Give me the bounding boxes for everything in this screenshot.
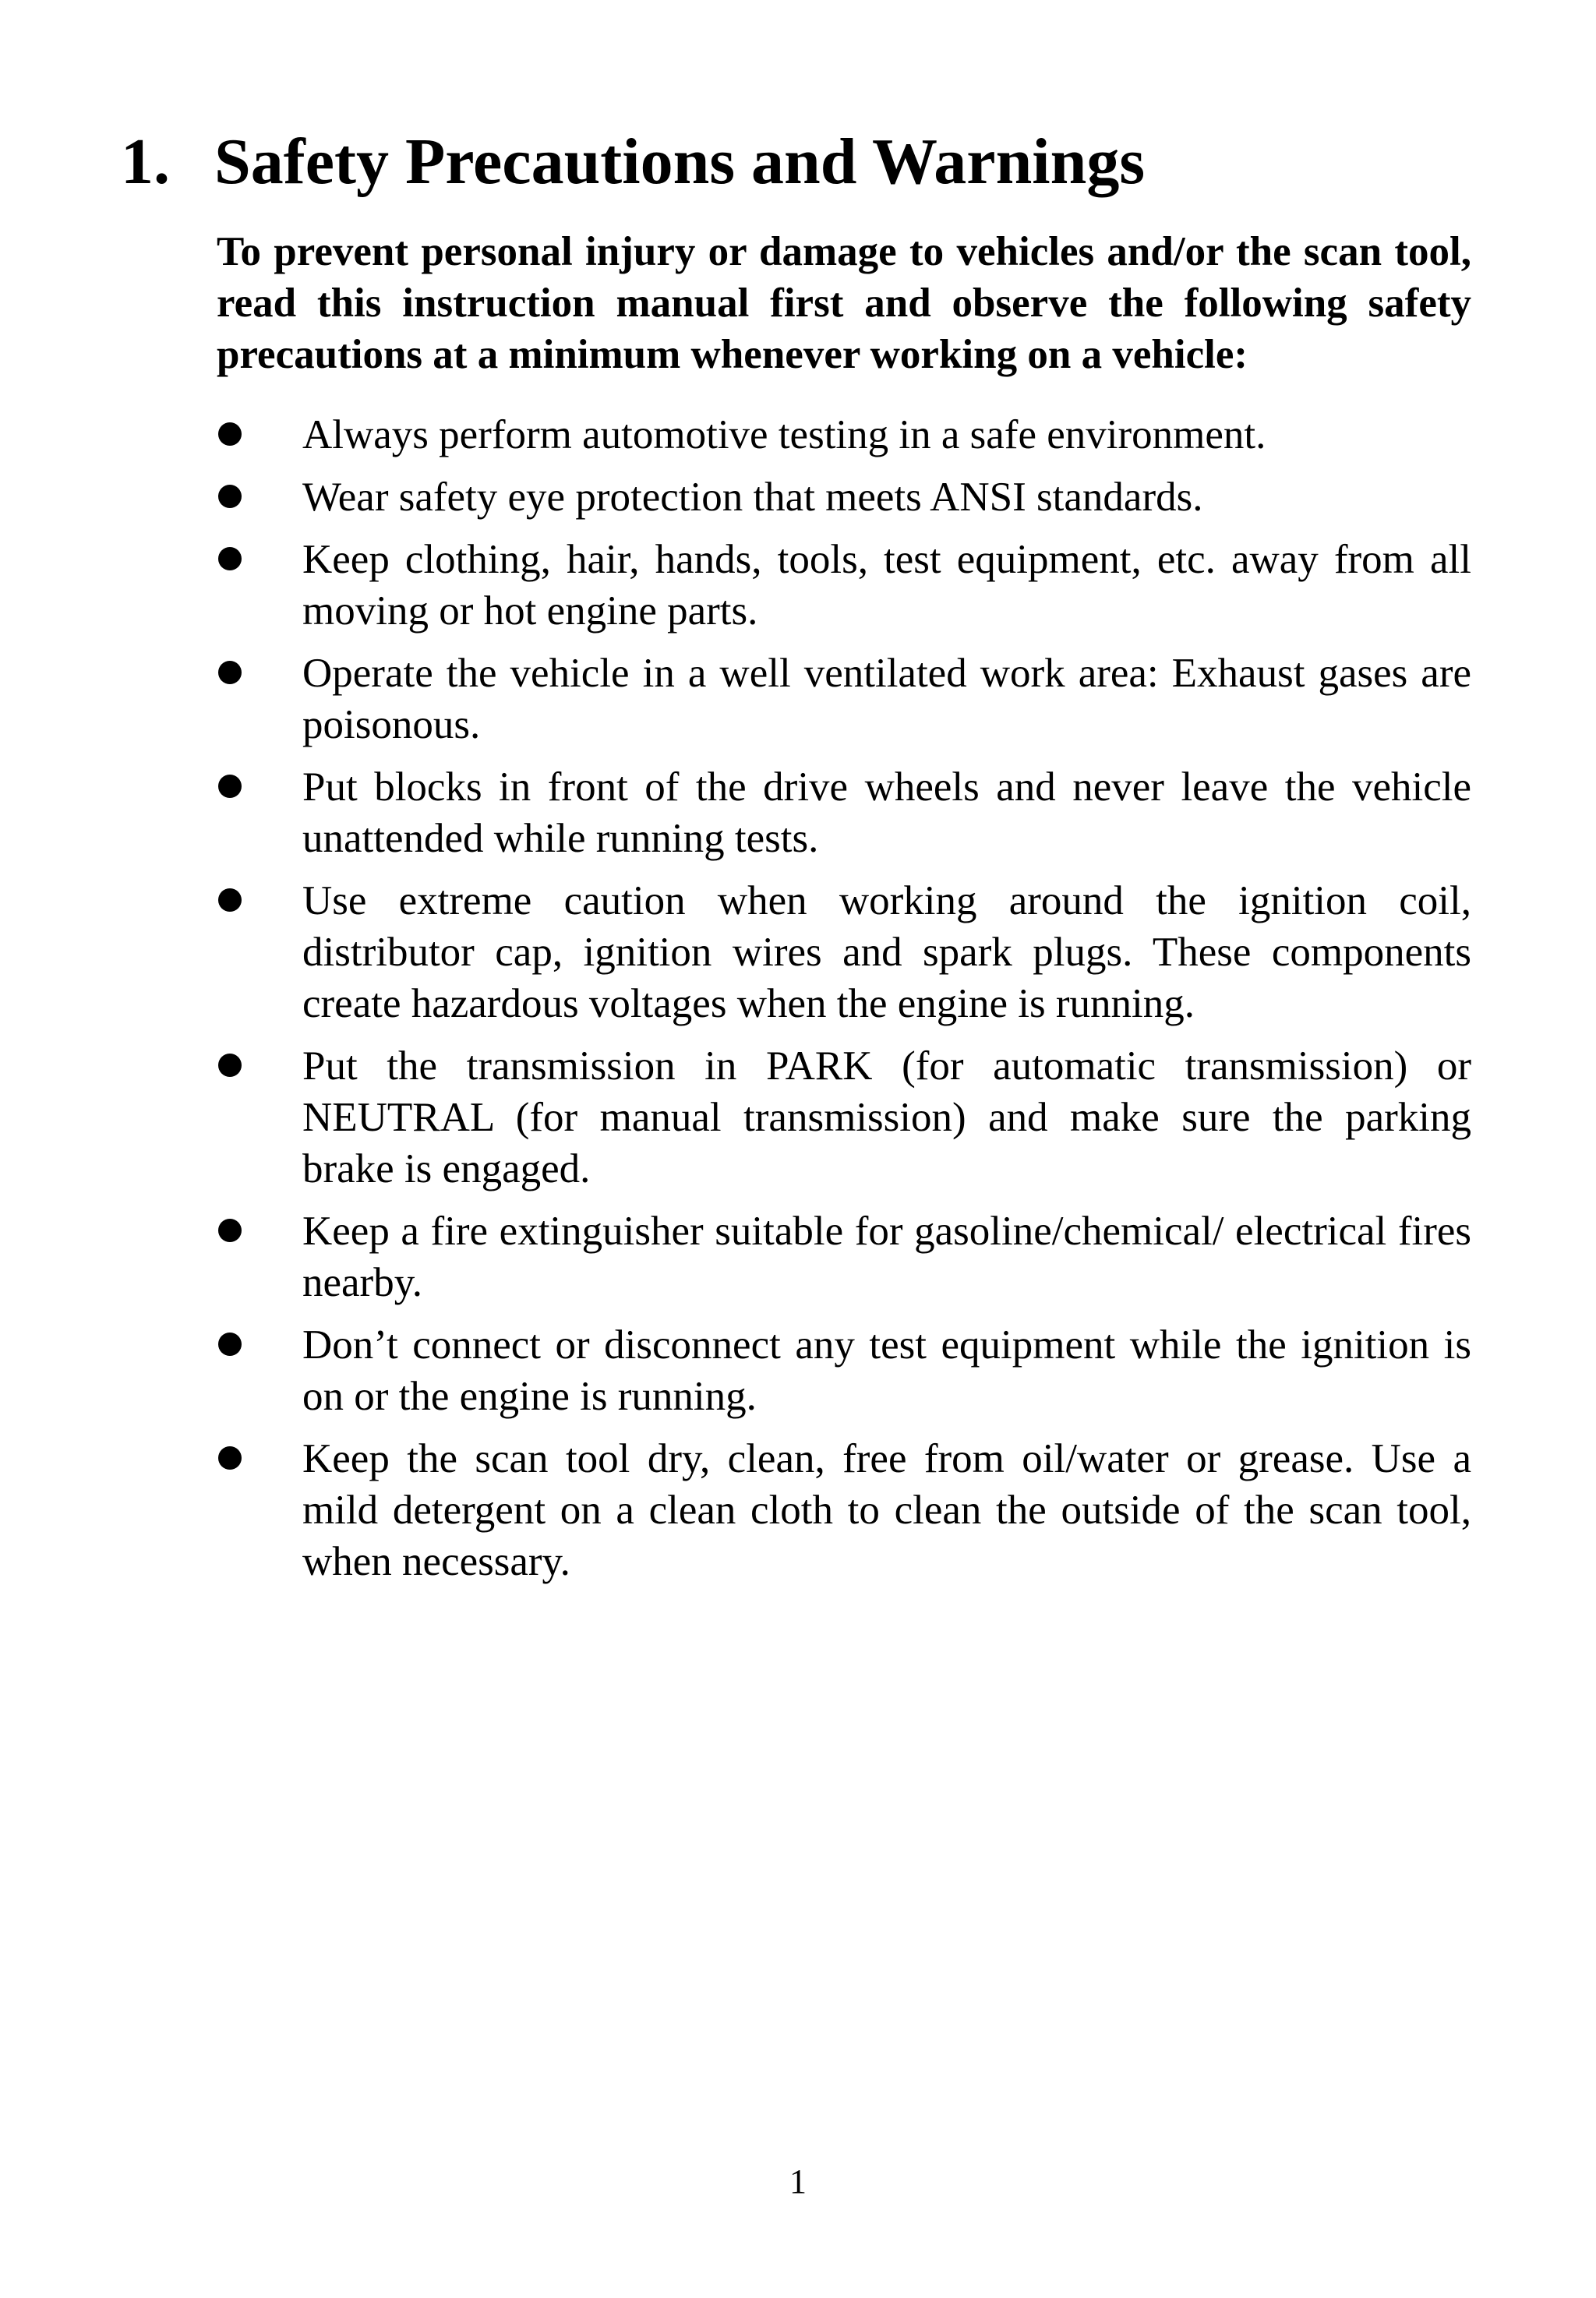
bullet-icon <box>218 775 242 798</box>
list-item <box>217 1040 1471 1195</box>
bullet-icon <box>218 1219 242 1242</box>
list-item-text: Put blocks in front of the drive wheels and never leave the vehicle unattended while running tests. <box>302 764 1471 861</box>
bullet-icon <box>218 1446 242 1470</box>
bullet-icon <box>218 547 242 570</box>
list-item <box>217 534 1471 637</box>
list-item <box>217 471 1471 523</box>
bullet-icon <box>218 661 242 684</box>
section-heading <box>121 123 1145 201</box>
list-item-text: Operate the vehicle in a well ventilated work area: Exhaust gases are poisonous. <box>302 651 1471 747</box>
list-item <box>217 1205 1471 1308</box>
bullet-icon <box>218 1333 242 1356</box>
list-item <box>217 875 1471 1029</box>
bullet-icon <box>218 1054 242 1077</box>
list-item-text: Put the transmission in PARK (for automatic transmission) or NEUTRAL (for manual transmission) and make sure the parking brake is engaged. <box>302 1043 1471 1191</box>
safety-list <box>217 409 1471 1598</box>
list-item-text: Keep clothing, hair, hands, tools, test equipment, etc. away from all moving or hot engine parts. <box>302 537 1471 634</box>
list-item <box>217 761 1471 864</box>
list-item <box>217 409 1471 461</box>
list-item-text: Always perform automotive testing in a safe environment. <box>302 412 1266 457</box>
list-item <box>217 1319 1471 1422</box>
list-item-text: Keep the scan tool dry, clean, free from oil/water or grease. Use a mild detergent on a clean cloth to clean the outside of the scan tool, when necessary. <box>302 1436 1471 1584</box>
section-title: Safety Precautions and Warnings <box>214 125 1146 198</box>
page-number: 1 <box>789 2162 807 2201</box>
list-item <box>217 1433 1471 1587</box>
bullet-icon <box>218 422 242 446</box>
list-item-text: Keep a fire extinguisher suitable for gasoline/chemical/ electrical fires nearby. <box>302 1209 1471 1305</box>
list-item-text: Wear safety eye protection that meets ANSI standards. <box>302 475 1203 520</box>
bullet-icon <box>218 888 242 912</box>
section-number: 1. <box>121 125 170 198</box>
list-item <box>217 648 1471 750</box>
intro-paragraph: To prevent personal injury or damage to vehicles and/or the scan tool, read this instruction manual first and observe the following safety precautions at a minimum whenever working on a vehicle: <box>217 229 1471 377</box>
list-item-text: Don’t connect or disconnect any test equipment while the ignition is on or the engine is running. <box>302 1322 1471 1419</box>
list-item-text: Use extreme caution when working around the ignition coil, distributor cap, ignition wires and spark plugs. These components create hazardous voltages when the engine is running. <box>302 878 1471 1026</box>
bullet-icon <box>218 485 242 508</box>
